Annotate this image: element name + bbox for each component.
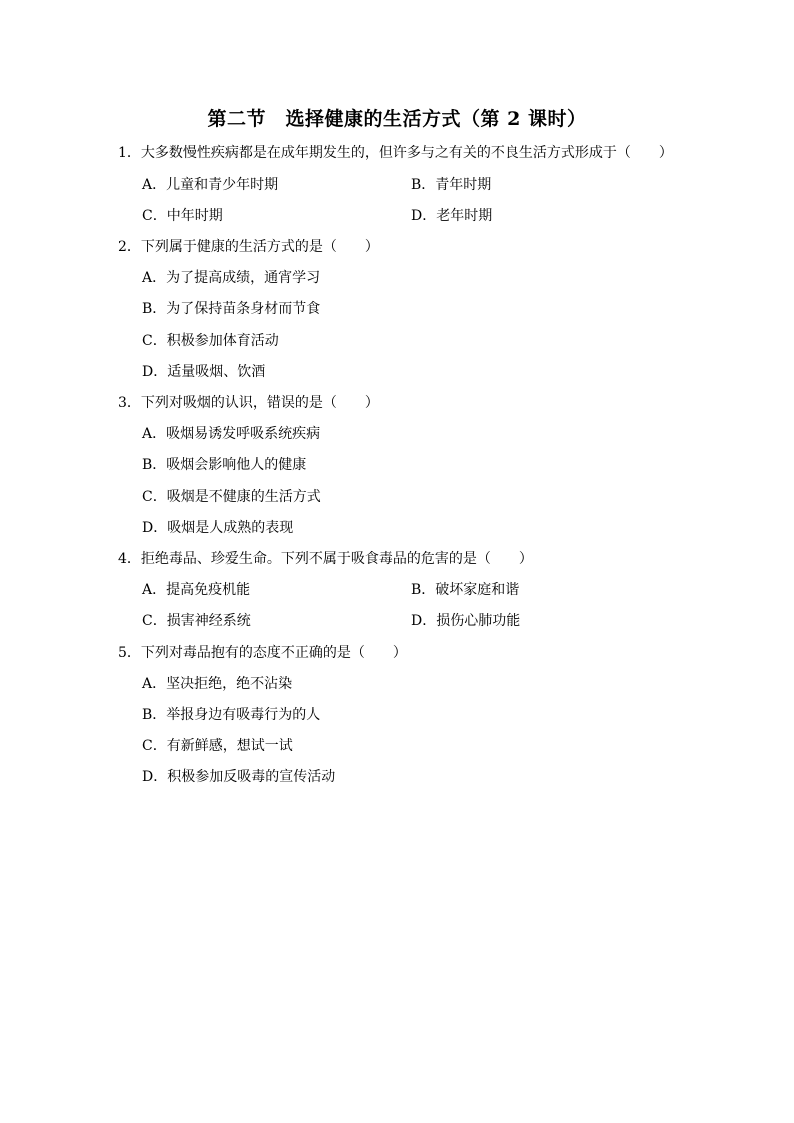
question-3-option-b: B．吸烟会影响他人的健康 (142, 457, 307, 473)
question-3-option-c: C．吸烟是不健康的生活方式 (142, 489, 321, 505)
question-2-stem: 2．下列属于健康的生活方式的是（ ） (118, 239, 379, 255)
question-4-option-c: C．损害神经系统 (142, 613, 251, 629)
question-4-option-b: B．破坏家庭和谐 (411, 582, 520, 598)
question-2-option-a: A．为了提高成绩，通宵学习 (142, 270, 321, 286)
question-5-option-b: B．举报身边有吸毒行为的人 (142, 707, 321, 723)
question-2-option-d: D．适量吸烟、饮酒 (142, 364, 266, 380)
question-3-stem: 3．下列对吸烟的认识，错误的是（ ） (118, 395, 379, 411)
question-2-option-b: B．为了保持苗条身材而节食 (142, 301, 321, 317)
document-title: 第二节 选择健康的生活方式（第 2 课时） (207, 108, 587, 130)
question-3-option-a: A．吸烟易诱发呼吸系统疾病 (142, 426, 321, 442)
question-3-option-d: D．吸烟是人成熟的表现 (142, 520, 294, 536)
question-1-stem: 1．大多数慢性疾病都是在成年期发生的，但许多与之有关的不良生活方式形成于（ ） (118, 145, 673, 161)
question-5-option-c: C．有新鲜感，想试一试 (142, 738, 293, 754)
question-2-option-c: C．积极参加体育活动 (142, 333, 279, 349)
question-5-option-a: A．坚决拒绝，绝不沾染 (142, 676, 293, 692)
question-1-option-c: C．中年时期 (142, 208, 223, 224)
question-4-stem: 4．拒绝毒品、珍爱生命。下列不属于吸食毒品的危害的是（ ） (118, 551, 533, 567)
question-5-stem: 5．下列对毒品抱有的态度不正确的是（ ） (118, 645, 407, 661)
question-5-option-d: D．积极参加反吸毒的宣传活动 (142, 769, 336, 785)
question-1-option-b: B．青年时期 (411, 177, 492, 193)
question-1-option-a: A．儿童和青少年时期 (142, 177, 279, 193)
question-4-option-a: A．提高免疫机能 (142, 582, 251, 598)
question-4-option-d: D．损伤心肺功能 (411, 613, 521, 629)
question-1-option-d: D．老年时期 (411, 208, 493, 224)
